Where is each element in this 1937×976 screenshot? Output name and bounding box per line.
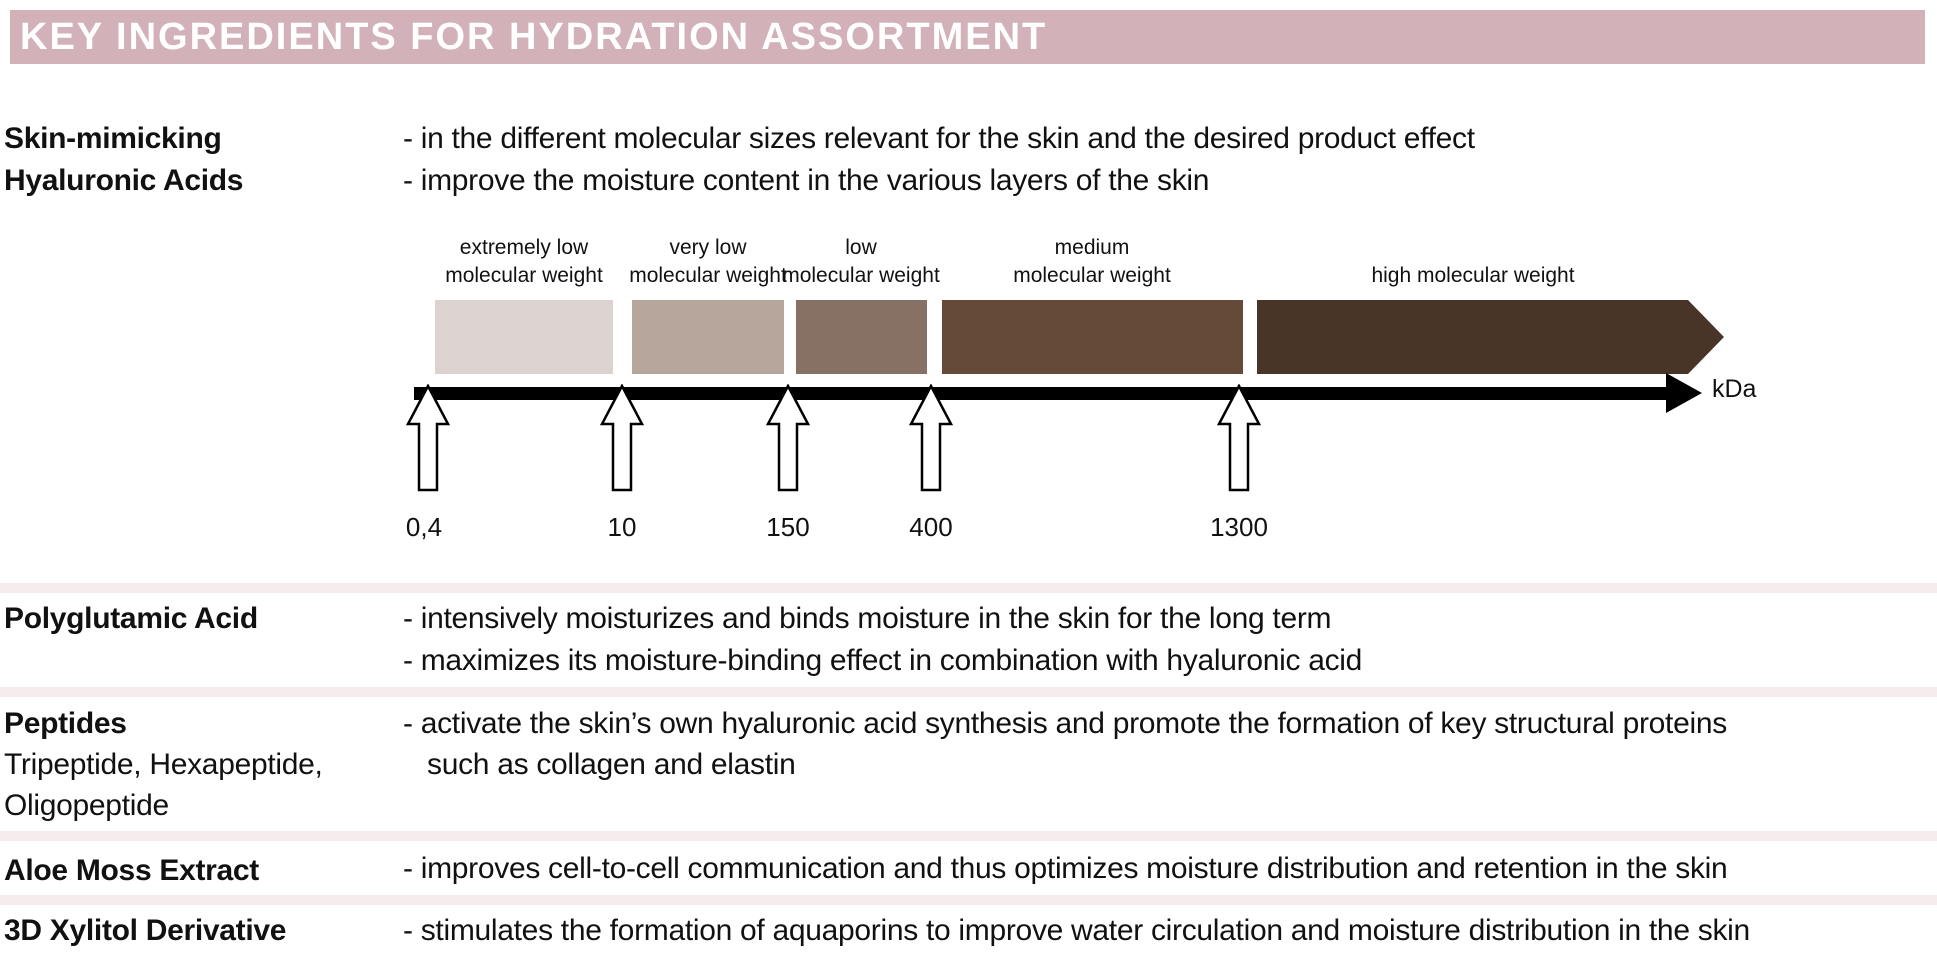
mw-segment-very-low [632, 300, 784, 374]
mw-segment-low [796, 300, 927, 374]
row-desc-line: - maximizes its moisture-binding effect in combination with hyaluronic acid [403, 644, 1363, 677]
header-bar [10, 10, 1925, 64]
separator-band [0, 583, 1937, 593]
up-arrow-icon [766, 384, 810, 492]
row-desc-line: - activate the skin’s own hyaluronic acid synthesis and promote the formation of key structural proteins [403, 707, 1727, 740]
tick-value: 10 [607, 512, 637, 542]
up-arrow-icon [909, 384, 953, 492]
row-label-3d-xylitol-derivative [4, 910, 286, 952]
page-title: KEY INGREDIENTS FOR HYDRATION ASSORTMENT [20, 15, 1048, 58]
row-desc-line: - improves cell-to-cell communication and thus optimizes moisture distribution and retention in the skin [403, 852, 1728, 885]
mw-segment-label-low: low molecular weight [782, 236, 940, 287]
row-desc-line: - improve the moisture content in the various layers of the skin [403, 164, 1210, 197]
row-desc-line: - in the different molecular sizes relevant for the skin and the desired product effect [403, 122, 1475, 155]
up-arrow-icon [1217, 384, 1261, 492]
row-label-line: Aloe Moss Extract [4, 854, 259, 887]
mw-segment-label-extremely-low: extremely low molecular weight [445, 236, 603, 287]
row-label-line: Oligopeptide [4, 789, 169, 822]
row-desc-peptides [403, 703, 1727, 785]
row-label-line: Skin-mimicking [4, 122, 222, 155]
row-label-aloe-moss-extract [4, 850, 259, 892]
row-desc-line: - intensively moisturizes and binds moisture in the skin for the long term [403, 602, 1332, 635]
row-label-line: Hyaluronic Acids [4, 164, 244, 197]
tick-value: 150 [766, 512, 810, 542]
up-arrow-icon [406, 384, 450, 492]
row-desc-line: such as collagen and elastin [427, 748, 796, 781]
row-desc-polyglutamic-acid [403, 598, 1362, 682]
row-desc-line: - stimulates the formation of aquaporins to improve water circulation and moisture distribution in the skin [403, 914, 1750, 947]
row-label-polyglutamic-acid [4, 598, 258, 640]
mw-segment-high [1257, 300, 1724, 374]
row-desc-hyaluronic-acids [403, 118, 1475, 202]
row-label-line: 3D Xylitol Derivative [4, 914, 287, 947]
mw-segment-extremely-low [435, 300, 613, 374]
tick-value: 400 [909, 512, 953, 542]
separator-band [0, 895, 1937, 905]
row-desc-aloe-moss-extract [403, 848, 1727, 890]
row-label-hyaluronic-acids [4, 118, 243, 202]
kda-axis-arrowhead-icon [1666, 373, 1702, 413]
tick-value: 0,4 [405, 512, 443, 542]
row-label-line: Polyglutamic Acid [4, 602, 258, 635]
separator-band [0, 831, 1937, 841]
mw-segment-medium [942, 300, 1243, 374]
row-label-line: Peptides [4, 707, 127, 740]
row-desc-3d-xylitol-derivative [403, 910, 1750, 952]
tick-value: 1300 [1210, 512, 1268, 542]
kda-unit-label: kDa [1712, 375, 1757, 403]
mw-segment-label-medium: medium molecular weight [1013, 236, 1171, 287]
row-label-peptides [4, 703, 323, 826]
mw-segment-label-high: high molecular weight [1371, 264, 1575, 287]
mw-segment-label-very-low: very low molecular weight [629, 236, 787, 287]
row-label-line: Tripeptide, Hexapeptide, [4, 748, 323, 781]
separator-band [0, 687, 1937, 697]
up-arrow-icon [600, 384, 644, 492]
